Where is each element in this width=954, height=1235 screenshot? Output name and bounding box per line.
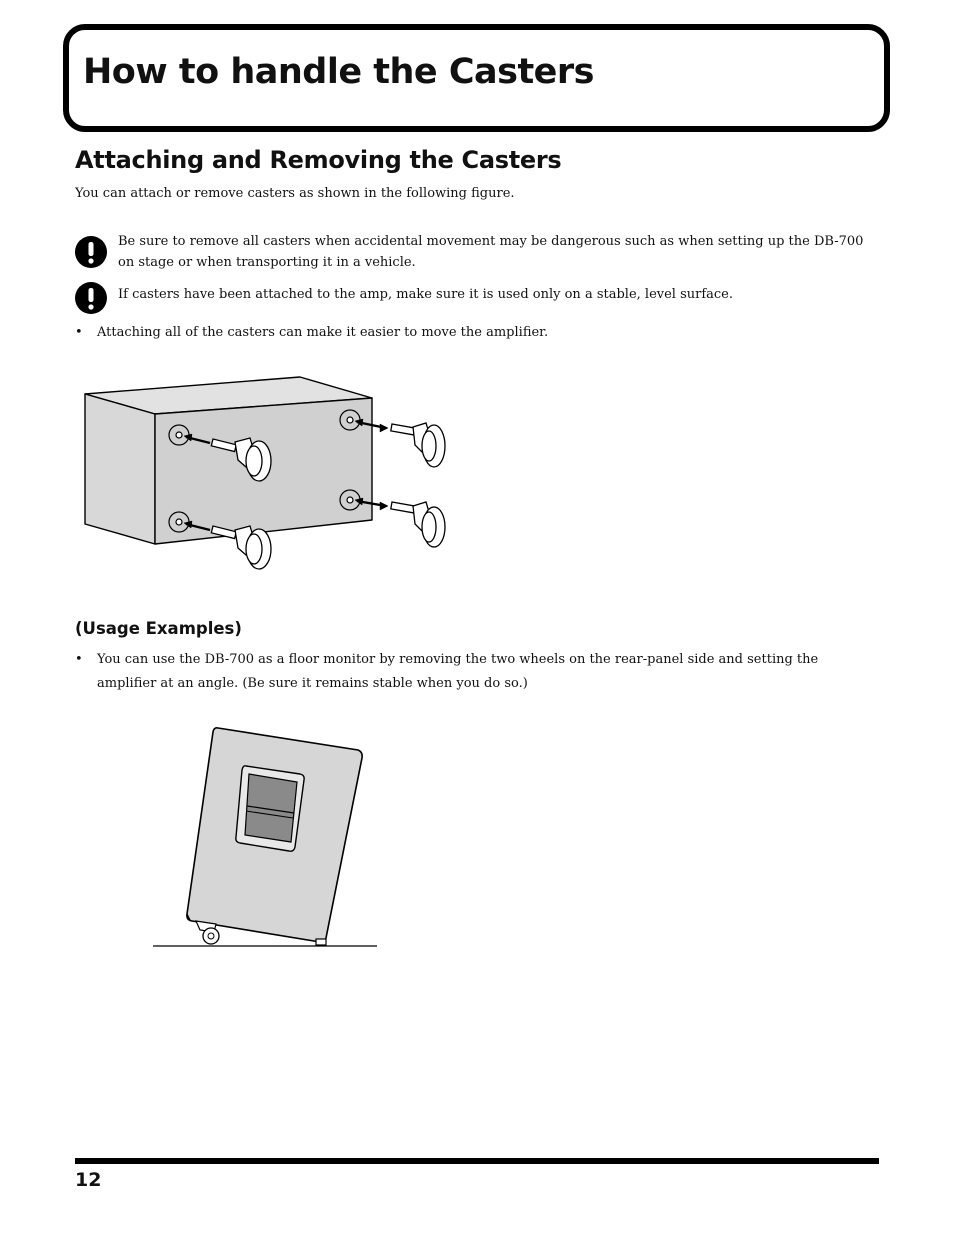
notice-1-text: Be sure to remove all casters when accidental movement may be dangerous such as when setting up the DB-700 on stage or when transporting it in a vehicle. (118, 234, 864, 270)
exclamation-icon (75, 236, 107, 268)
footer-rule (75, 1158, 879, 1164)
page-number: 12 (75, 1169, 102, 1191)
notice-2-text: If casters have been attached to the amp, make sure it is used only on a stable, level surface. (118, 287, 734, 302)
usage-examples-heading: (Usage Examples) (75, 619, 242, 638)
bullet-2-text: You can use the DB-700 as a floor monitor by removing the two wheels on the rear-panel side and setting the amplifier at an angle. (Be sure it remains stable when you do so.) (97, 652, 819, 691)
bullet-dot: • (75, 325, 83, 340)
section-heading: Attaching and Removing the Casters (75, 146, 562, 174)
intro-text: You can attach or remove casters as shown in the following figure. (75, 186, 515, 201)
title-box (63, 24, 890, 132)
exclamation-icon (75, 282, 107, 314)
floor-monitor-figure (150, 722, 382, 952)
bullet-dot: • (75, 652, 83, 667)
page-title: How to handle the Casters (83, 52, 595, 92)
casters-attach-figure (80, 372, 460, 582)
bullet-1-text: Attaching all of the casters can make it easier to move the amplifier. (97, 325, 549, 340)
